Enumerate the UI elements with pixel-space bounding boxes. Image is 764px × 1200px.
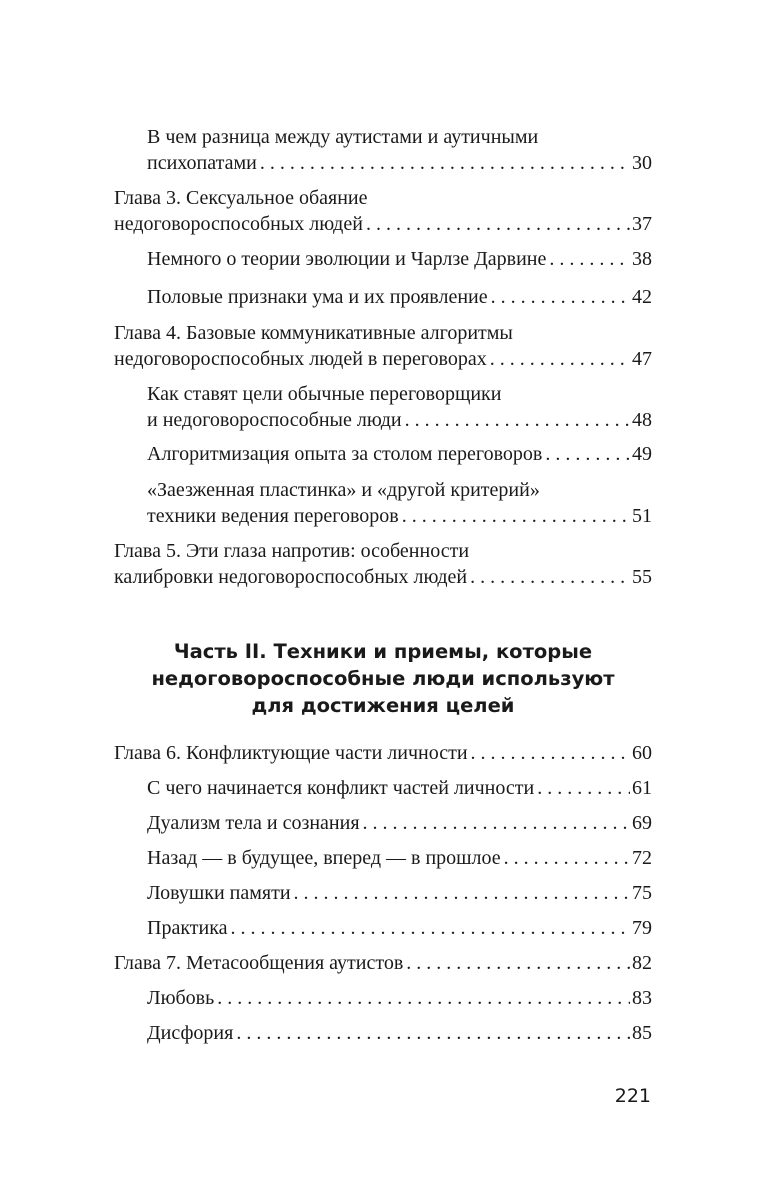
toc-entry-title-line: В чем разница между аутистами и аутичными (147, 126, 539, 148)
toc-page-number: 85 (632, 1022, 652, 1044)
section-heading-line: для достижения целей (251, 694, 515, 717)
toc-page-number: 72 (632, 847, 652, 869)
toc-part-1 (114, 124, 652, 590)
dot-leader (549, 246, 630, 272)
toc-page-number: 38 (632, 248, 652, 270)
toc-entry (114, 985, 652, 1011)
toc-page-number: 83 (632, 987, 652, 1009)
toc-entry-title-line: Дуализм тела и сознания (147, 812, 360, 834)
toc-entry-title-line: Половые признаки ума и их проявление (147, 286, 488, 308)
toc-page-number: 49 (632, 443, 652, 465)
toc-entry-title-line: Глава 5. Эти глаза напротив: особенности (114, 540, 470, 562)
toc-entry (114, 880, 652, 906)
dot-leader (363, 810, 630, 836)
dot-leader (402, 503, 630, 529)
toc-entry-title-line: недоговороспособных людей в переговорах (114, 348, 487, 370)
toc-entry-title-line: и недоговороспособные люди (147, 409, 402, 431)
dot-leader (545, 441, 630, 467)
toc-page-number: 47 (632, 348, 652, 370)
page-number: 221 (614, 1085, 651, 1107)
toc-page-number: 55 (632, 566, 652, 588)
toc-entry-title-line: Глава 6. Конфликтующие части личности (114, 742, 468, 764)
toc-entry-title-line: Алгоритмизация опыта за столом переговоров (147, 443, 543, 465)
toc-entry (114, 246, 652, 272)
toc-entry-title-line: Глава 4. Базовые коммуникативные алгоритмы (114, 322, 513, 344)
toc-entry (114, 845, 652, 871)
dot-leader (490, 346, 630, 372)
toc-entry-title-line: Как ставят цели обычные переговорщики (147, 383, 502, 405)
toc-page-number: 42 (632, 286, 652, 308)
toc-page-number: 61 (632, 777, 652, 799)
toc-entry-title-line: Практика (147, 917, 228, 939)
dot-leader (470, 564, 630, 590)
toc-entry-chapter (114, 740, 652, 766)
toc-entry (114, 810, 652, 836)
toc-entry-title-line: Ловушки памяти (147, 882, 291, 904)
toc-page-number: 48 (632, 409, 652, 431)
toc-part-2 (114, 740, 652, 1046)
toc-page-number: 69 (632, 812, 652, 834)
toc-entry (114, 124, 652, 176)
toc-entry-chapter (114, 185, 652, 237)
section-heading-line: недоговороспособные люди используют (151, 667, 615, 690)
toc-entry-title-line: калибровки недоговороспособных людей (114, 566, 468, 588)
toc-entry (114, 477, 652, 529)
toc-page-number: 30 (632, 152, 652, 174)
dot-leader (406, 950, 630, 976)
dot-leader (294, 880, 630, 906)
toc-entry-title-line: Назад — в будущее, вперед — в прошлое (147, 847, 501, 869)
toc-entry (114, 915, 652, 941)
toc-entry (114, 441, 652, 467)
dot-leader (405, 407, 630, 433)
toc-entry-title-line: Любовь (147, 987, 215, 1009)
toc-entry-chapter (114, 538, 652, 590)
dot-leader (504, 845, 630, 871)
toc-entry-title-line: Немного о теории эволюции и Чарлзе Дарвине (147, 248, 547, 270)
toc-entry (114, 775, 652, 801)
toc-entry-title-line: техники ведения переговоров (147, 505, 399, 527)
toc-entry (114, 284, 652, 310)
toc-page-number: 82 (632, 952, 652, 974)
dot-leader (217, 985, 630, 1011)
toc-entry (114, 381, 652, 433)
section-heading-line: Часть II. Техники и приемы, которые (173, 640, 593, 663)
toc-page-number: 75 (632, 882, 652, 904)
dot-leader (231, 915, 630, 941)
dot-leader (260, 150, 630, 176)
dot-leader (491, 284, 630, 310)
toc-page-number: 37 (632, 213, 652, 235)
toc-entry-title-line: Глава 3. Сексуальное обаяние (114, 187, 368, 209)
toc-entry-chapter (114, 950, 652, 976)
toc-page-number: 60 (632, 742, 652, 764)
toc-page-number: 79 (632, 917, 652, 939)
toc-entry (114, 1020, 652, 1046)
toc-entry-title-line: психопатами (147, 152, 257, 174)
dot-leader (537, 775, 630, 801)
toc-entry-title-line: Глава 7. Метасообщения аутистов (114, 952, 404, 974)
toc-entry-title-line: «Заезженная пластинка» и «другой критерий» (147, 479, 540, 501)
toc-entry-title-line: Дисфория (147, 1022, 234, 1044)
section-heading (114, 638, 652, 719)
toc-page-number: 51 (632, 505, 652, 527)
toc-entry-title-line: недоговороспособных людей (114, 213, 363, 235)
dot-leader (236, 1020, 630, 1046)
toc-entry-chapter (114, 320, 652, 372)
toc-entry-title-line: С чего начинается конфликт частей личности (147, 777, 535, 799)
dot-leader (366, 211, 630, 237)
dot-leader (471, 740, 630, 766)
